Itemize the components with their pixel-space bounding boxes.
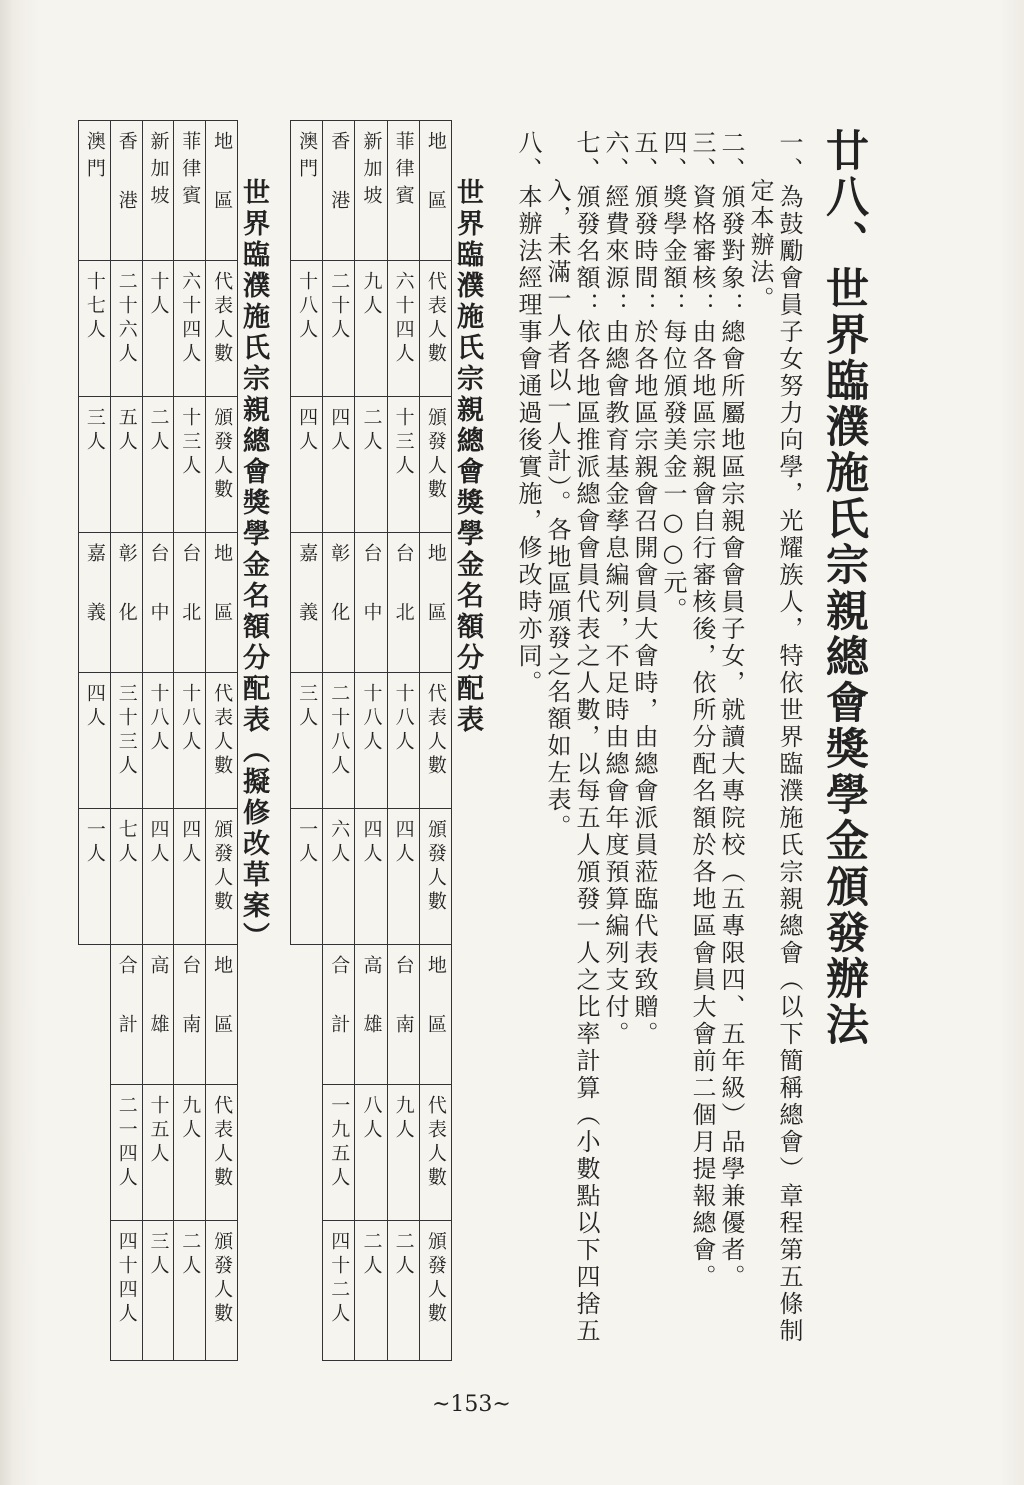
text: 頒發人數	[211, 407, 234, 503]
text: 代表人數	[424, 271, 447, 367]
table-cell	[387, 809, 419, 945]
text: 九人	[179, 1095, 202, 1143]
table2	[78, 120, 238, 1361]
text: 代表人數	[211, 1095, 234, 1191]
table-cell	[206, 533, 238, 673]
table-cell	[206, 809, 238, 945]
text: 二、	[717, 130, 745, 184]
text: 十七人	[83, 271, 106, 343]
text: 三人	[83, 407, 106, 455]
table-cell	[142, 533, 174, 673]
text: 地區	[424, 543, 447, 661]
text: 香港	[328, 131, 351, 249]
article-1-line-2: 定本辦法。	[746, 178, 774, 313]
table-cell	[206, 121, 238, 261]
text: 台北	[179, 543, 202, 661]
table-cell	[355, 945, 387, 1085]
text: 四十二人	[328, 1231, 351, 1327]
text: 十八人	[147, 683, 170, 755]
table-cell	[323, 397, 355, 533]
table-cell	[110, 121, 142, 261]
table-cell	[355, 397, 387, 533]
table-cell	[206, 397, 238, 533]
table-cell	[79, 1221, 111, 1361]
table-cell	[355, 533, 387, 673]
text: 獎學金額：每位頒發美金一○○元。	[659, 184, 687, 624]
table-cell	[142, 809, 174, 945]
table-cell	[206, 1221, 238, 1361]
table-cell	[110, 533, 142, 673]
table-cell	[291, 945, 323, 1085]
text: 二十六人	[115, 271, 138, 367]
table-cell	[419, 809, 451, 945]
text: 台中	[147, 543, 170, 661]
text: 三人	[296, 683, 319, 731]
text: 彰化	[115, 543, 138, 661]
text: 七人	[115, 819, 138, 867]
text: 頒發人數	[424, 1231, 447, 1327]
table1	[290, 120, 452, 1361]
text: 代表人數	[211, 271, 234, 367]
text: 二一四人	[115, 1095, 138, 1191]
table-cell	[79, 809, 111, 945]
table-cell	[387, 397, 419, 533]
document-title: 廿八、世界臨濮施氏宗親總會獎學金頒發辦法	[819, 128, 869, 1048]
text: 菲律賓	[179, 131, 202, 212]
text: 十八人	[392, 683, 415, 755]
table-cell	[291, 809, 323, 945]
table1-title: 世界臨濮施氏宗親總會獎學金名額分配表	[452, 178, 483, 736]
table-cell	[79, 1085, 111, 1221]
text: 台北	[392, 543, 415, 661]
text: 二人	[360, 407, 383, 455]
table-cell	[174, 809, 206, 945]
text: 經費來源：由總會教育基金孳息編列，不足時由總會年度預算編列支付。	[601, 184, 629, 1048]
text: 八人	[360, 1095, 383, 1143]
text: 一人	[83, 819, 106, 867]
text: 六十四人	[392, 271, 415, 367]
table-cell	[110, 261, 142, 397]
table-cell	[387, 261, 419, 397]
table-cell	[142, 1221, 174, 1361]
table-cell	[387, 1221, 419, 1361]
table-cell	[355, 809, 387, 945]
text: 台南	[179, 955, 202, 1073]
text: 八、	[514, 130, 542, 184]
text: 四人	[147, 819, 170, 867]
table-cell	[387, 673, 419, 809]
text: 二人	[147, 407, 170, 455]
text: 十人	[147, 271, 170, 319]
text: 嘉義	[296, 543, 319, 661]
table-cell	[79, 261, 111, 397]
table-cell	[323, 673, 355, 809]
text: 嘉義	[83, 543, 106, 661]
article-4	[661, 130, 685, 624]
table-cell	[291, 261, 323, 397]
table-cell	[387, 533, 419, 673]
page-number: ~153~	[432, 1392, 511, 1417]
text: 三人	[147, 1231, 170, 1279]
table-cell	[291, 673, 323, 809]
text: 菲律賓	[392, 131, 415, 212]
table1-row-5-region	[291, 121, 323, 261]
table-cell	[291, 1085, 323, 1221]
text: 資格審核：由各地區宗親會自行審核後，依所分配名額於各地區會員大會前二個月提報總會。	[688, 184, 716, 1291]
text: 四、	[659, 130, 687, 184]
table-cell	[291, 1221, 323, 1361]
table-cell	[142, 121, 174, 261]
text: 九人	[392, 1095, 415, 1143]
article-5	[632, 130, 656, 1048]
table-cell	[110, 397, 142, 533]
table-cell	[323, 261, 355, 397]
table-cell	[387, 945, 419, 1085]
text: 三十三人	[115, 683, 138, 779]
table-cell	[174, 397, 206, 533]
text: 頒發時間：於各地區宗親會召開會員大會時，由總會派員蒞臨代表致贈。	[630, 184, 658, 1048]
text: 一、	[775, 130, 803, 184]
text: 十三人	[179, 407, 202, 479]
table-cell	[419, 1085, 451, 1221]
table-cell	[323, 1221, 355, 1361]
text: 合計	[115, 955, 138, 1073]
article-8	[516, 130, 540, 697]
text: 地區	[424, 955, 447, 1073]
text: 本辦法經理事會通過後實施，修改時亦同。	[514, 184, 542, 697]
text: 三、	[688, 130, 716, 184]
table-cell	[206, 673, 238, 809]
table-cell	[355, 1221, 387, 1361]
article-7-line-1	[574, 130, 598, 1345]
table-cell	[355, 673, 387, 809]
text: 香港	[115, 131, 138, 249]
table1-header-region	[419, 121, 451, 261]
article-6	[603, 130, 627, 1048]
text: 四人	[328, 407, 351, 455]
text: 頒發對象：總會所屬地區宗親會會員子女，就讀大專院校（五專限四、五年級）品學兼優者。	[717, 184, 745, 1291]
text: 地區	[211, 543, 234, 661]
text: 彰化	[328, 543, 351, 661]
table-cell	[142, 673, 174, 809]
text: 台南	[392, 955, 415, 1073]
text: 頒發人數	[424, 407, 447, 503]
table-cell	[206, 261, 238, 397]
table-cell	[291, 397, 323, 533]
text: 澳門	[296, 131, 319, 185]
text: 十八人	[179, 683, 202, 755]
article-1-line-1	[777, 130, 801, 1345]
table-cell	[323, 945, 355, 1085]
table-cell	[291, 533, 323, 673]
table-cell	[174, 1085, 206, 1221]
table-cell	[110, 1085, 142, 1221]
table-cell	[419, 261, 451, 397]
text: 二十人	[328, 271, 351, 343]
text: 二人	[179, 1231, 202, 1279]
text: 地區	[211, 131, 234, 249]
table-cell	[110, 945, 142, 1085]
table-cell	[79, 673, 111, 809]
text: 一九五人	[328, 1095, 351, 1191]
text: 十八人	[296, 271, 319, 343]
text: 地區	[424, 131, 447, 249]
table-cell	[323, 533, 355, 673]
article-2	[719, 130, 743, 1291]
table1-row-3-region	[355, 121, 387, 261]
table-cell	[174, 1221, 206, 1361]
table-cell	[355, 261, 387, 397]
table-cell	[419, 945, 451, 1085]
text: 四十四人	[115, 1231, 138, 1327]
table-cell	[142, 397, 174, 533]
table-cell	[110, 673, 142, 809]
table2-title: 世界臨濮施氏宗親總會獎學金名額分配表（擬修改草案）	[238, 178, 269, 953]
table-cell	[174, 945, 206, 1085]
text: 四人	[360, 819, 383, 867]
text: 新加坡	[360, 131, 383, 212]
table-cell	[206, 945, 238, 1085]
text: 九人	[360, 271, 383, 319]
table-cell	[79, 121, 111, 261]
text: 合計	[328, 955, 351, 1073]
text: 六十四人	[179, 271, 202, 367]
text: 高雄	[360, 955, 383, 1073]
table-cell	[206, 1085, 238, 1221]
table-cell	[174, 261, 206, 397]
text: 頒發人數	[211, 1231, 234, 1327]
text: 二人	[392, 1231, 415, 1279]
text: 十八人	[360, 683, 383, 755]
table-cell	[419, 673, 451, 809]
table-cell	[419, 1221, 451, 1361]
table-cell	[323, 1085, 355, 1221]
table-cell	[79, 397, 111, 533]
table1-row-2-region	[387, 121, 419, 261]
table-cell	[174, 121, 206, 261]
text: 六人	[328, 819, 351, 867]
text: 一人	[296, 819, 319, 867]
table-cell	[323, 809, 355, 945]
text: 台中	[360, 543, 383, 661]
table-cell	[142, 1085, 174, 1221]
article-3	[690, 130, 714, 1291]
table-cell	[355, 1085, 387, 1221]
text: 四人	[296, 407, 319, 455]
table-cell	[79, 533, 111, 673]
text: 頒發人數	[424, 819, 447, 915]
table-cell	[79, 945, 111, 1085]
text: 代表人數	[211, 683, 234, 779]
table-cell	[387, 1085, 419, 1221]
text: 為鼓勵會員子女努力向學，光耀族人，特依世界臨濮施氏宗親總會（以下簡稱總會）章程第五條制	[775, 184, 803, 1345]
text: 五人	[115, 407, 138, 455]
text: 地區	[211, 955, 234, 1073]
table-cell	[174, 533, 206, 673]
text: 澳門	[83, 131, 106, 185]
text: 四人	[392, 819, 415, 867]
table-cell	[174, 673, 206, 809]
article-7-line-2: 入，未滿一人者以一人計）。各地區頒發之名額如左表。	[543, 178, 571, 841]
text: 四人	[83, 683, 106, 731]
table-cell	[110, 809, 142, 945]
text: 十五人	[147, 1095, 170, 1167]
table-cell	[419, 397, 451, 533]
table-cell	[419, 533, 451, 673]
text: 二人	[360, 1231, 383, 1279]
text: 二十八人	[328, 683, 351, 779]
text: 頒發名額：依各地區推派總會會員代表之人數，以每五人頒發一人之比率計算（小數點以下四捨五	[572, 184, 600, 1345]
text: 代表人數	[424, 683, 447, 779]
table1-row-4-region	[323, 121, 355, 261]
text: 代表人數	[424, 1095, 447, 1191]
text: 高雄	[147, 955, 170, 1073]
table-cell	[110, 1221, 142, 1361]
text: 新加坡	[147, 131, 170, 212]
text: 四人	[179, 819, 202, 867]
text: 十三人	[392, 407, 415, 479]
text: 五、	[630, 130, 658, 184]
table-cell	[142, 945, 174, 1085]
text: 七、	[572, 130, 600, 184]
text: 頒發人數	[211, 819, 234, 915]
table-cell	[142, 261, 174, 397]
text: 六、	[601, 130, 629, 184]
